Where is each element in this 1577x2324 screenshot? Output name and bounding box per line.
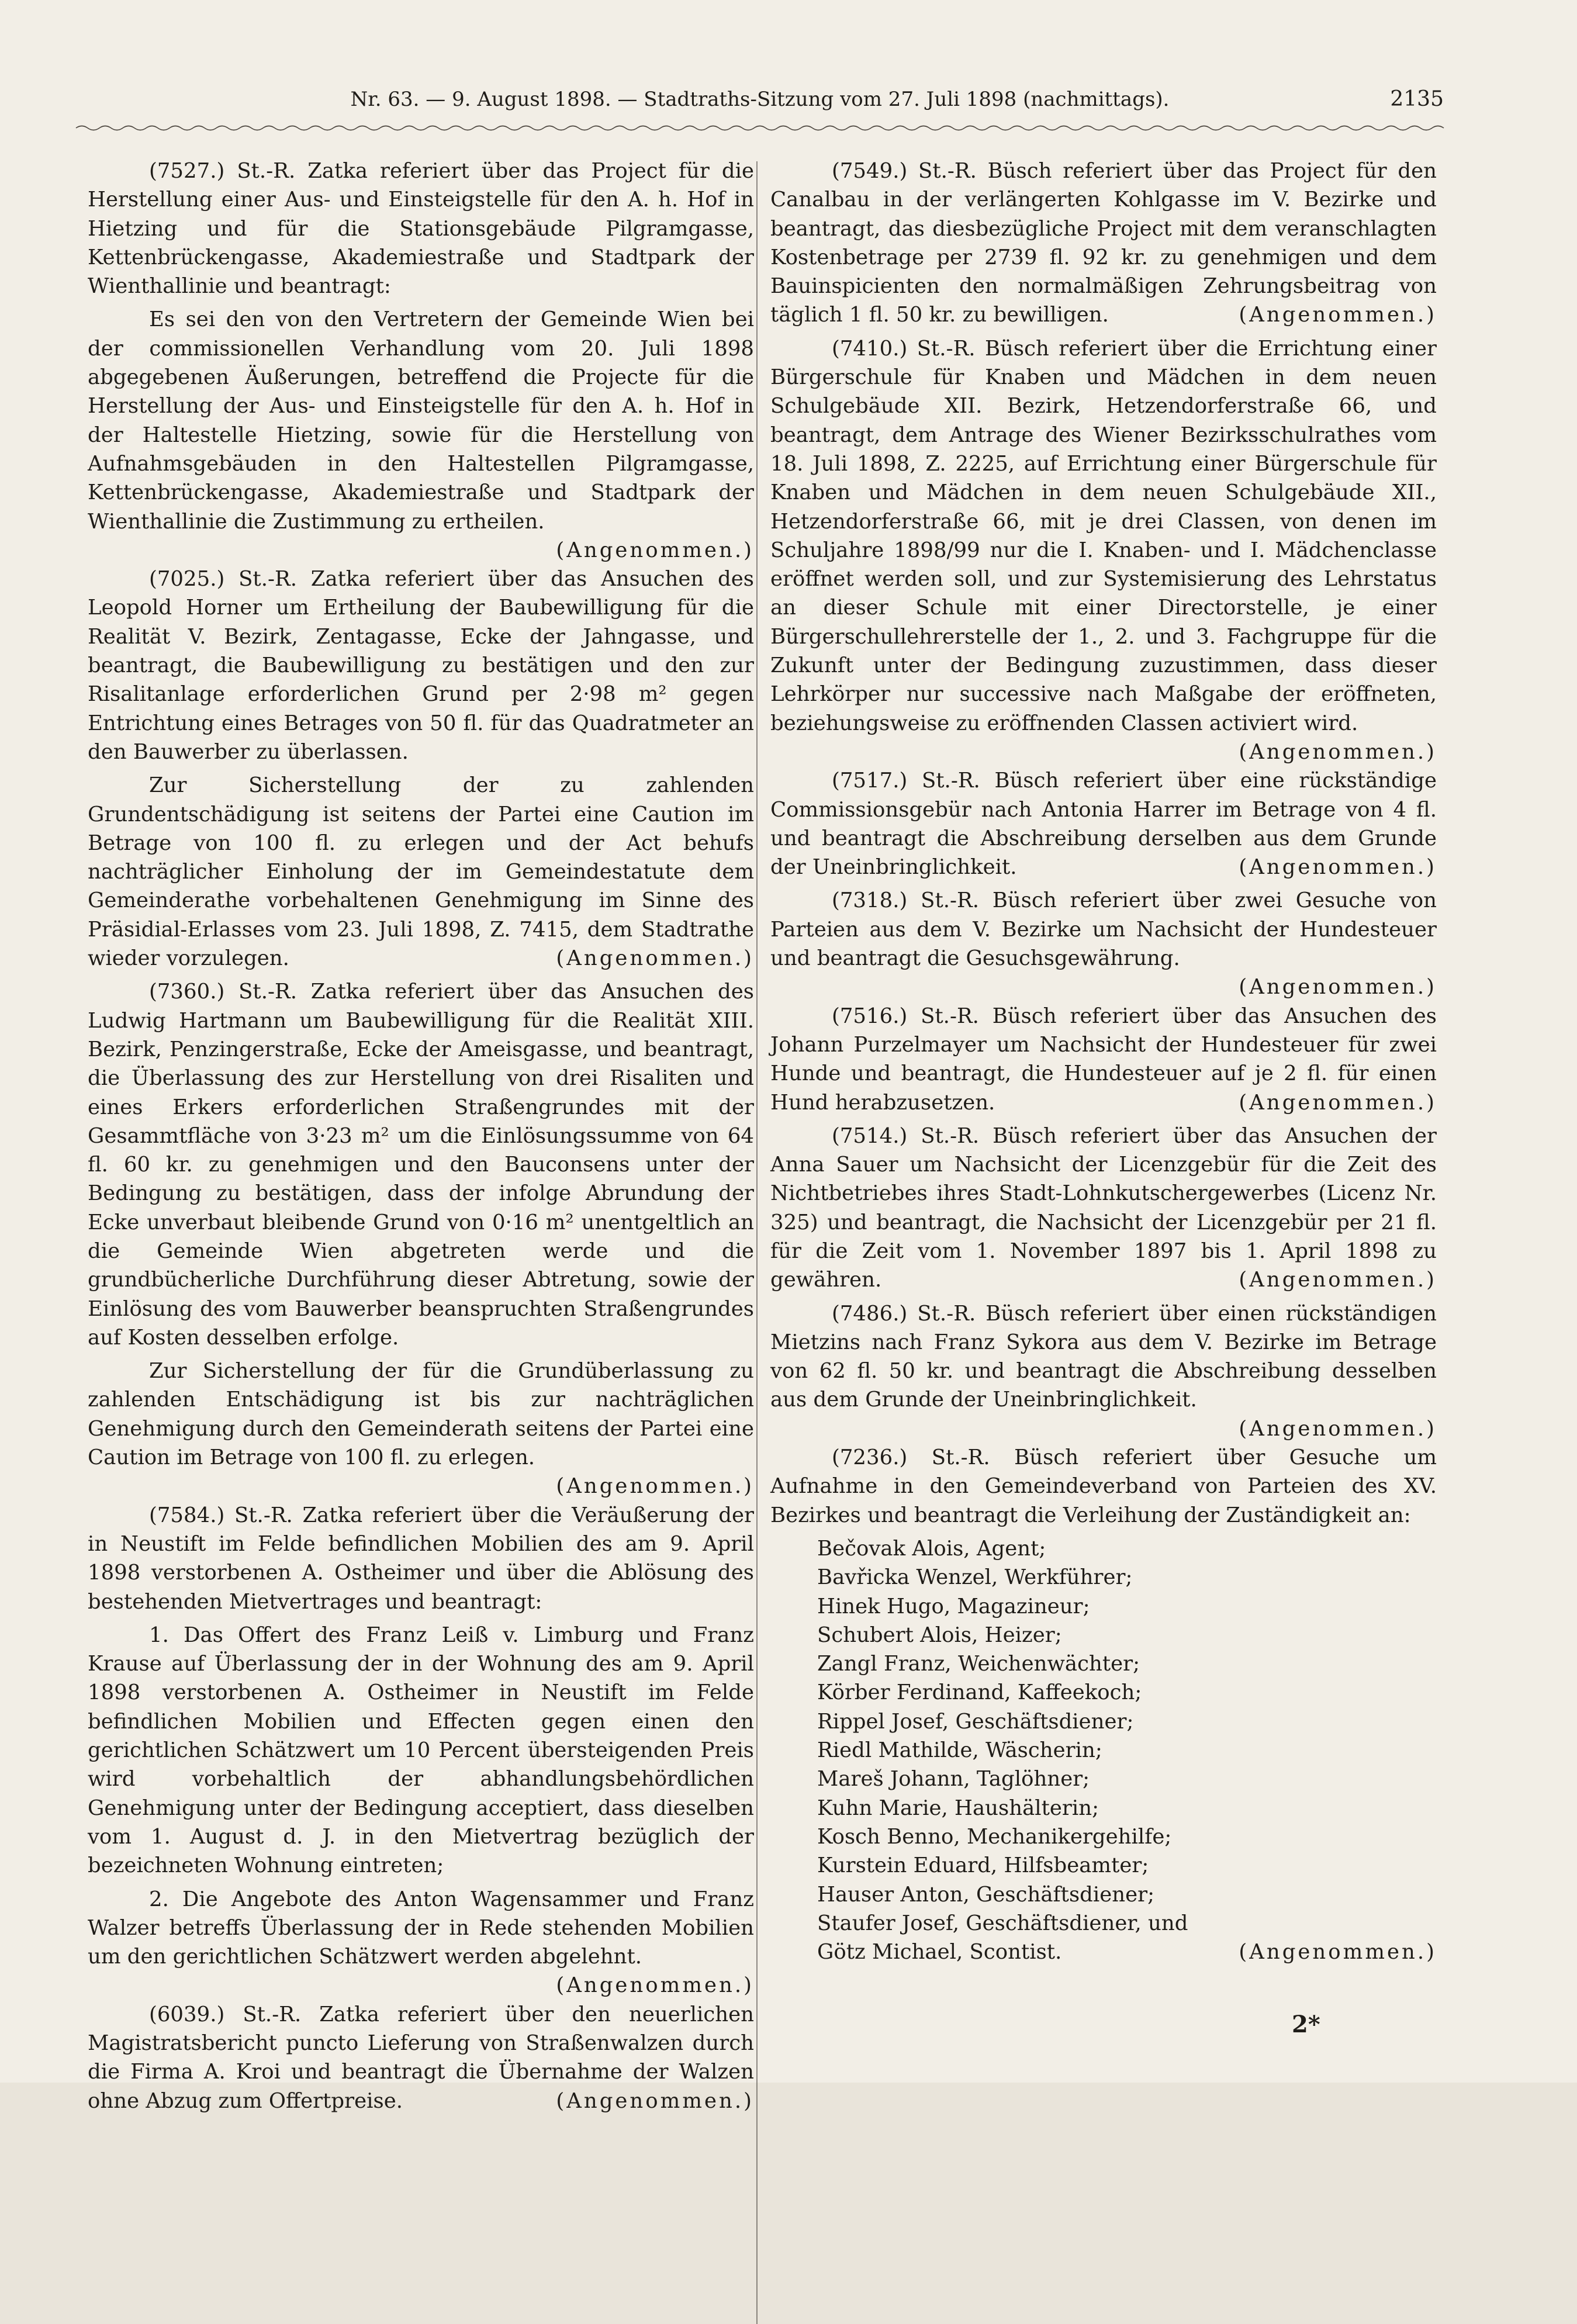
item-7514: (7514.) St.-R. Büsch referiert über das Ansuchen der Anna Sauer um Nachsicht der Licenzgebür für die Zeit des Nichtbetriebes ihres Stadt-Lohnkutschergewerbes (Licenz Nr. 325) und beantragt, die Nachsicht der Licenzgebür per 21 fl. für die Zeit vom 1. November 1897 bis 1. April 1898 zu gewähren. (Angenommen.)	[770, 1122, 1437, 1295]
item-7527: (7527.) St.-R. Zatka referiert über das Project für die Herstellung einer Aus- und Einsteigstelle für den A. h. Hof in Hietzing und für die Stationsgebäude Pilgramgasse, Kettenbrückengasse, Akademiestraße und Stadtpark der Wienthallinie und beantragt:	[88, 159, 754, 299]
item-7516: (7516.) St.-R. Büsch referiert über das Ansuchen des Johann Purzelmayer um Nachsicht der Hundesteuer für zwei Hunde und beantragt, die Hundesteuer auf je 2 fl. für einen Hund herabzusetzen. (Angenommen.)	[770, 1002, 1437, 1117]
item-7360-caution: Zur Sicherstellung der für die Grundüberlassung zu zahlenden Entschädigung ist bis zur nachträglichen Genehmigung durch den Gemeinderath seitens der Partei eine Caution im Betrage von 100 fl. zu erlegen. (Angenommen.)	[88, 1357, 754, 1472]
list-item: Mareš Johann, Taglöhner;	[817, 1767, 1090, 1792]
page-number: 2135	[1390, 87, 1444, 111]
signature-mark: 2*	[1292, 2011, 1320, 2038]
column-divider	[756, 161, 758, 2324]
item-7236: (7236.) St.-R. Büsch referiert über Gesuche um Aufnahme in den Gemeindeverband von Parteien des XV. Bezirkes und beantragt die Verleihung der Zuständigkeit an:	[770, 1445, 1437, 1527]
list-item: Riedl Mathilde, Wäscherin;	[817, 1738, 1102, 1763]
item-7025: (7025.) St.-R. Zatka referiert über das Ansuchen des Leopold Horner um Ertheilung der Baubewilligung für die Realität V. Bezirk, Zentagasse, Ecke der Jahngasse, und beantragt, die Baubewilligung zu bestätigen und den zur Risalitanlage erforderlichen Grund per 2·98 m² gegen Entrichtung eines Betrages von 50 fl. für das Quadratmeter an den Bauwerber zu überlassen.	[88, 567, 754, 764]
verdict: (Angenommen.)	[1239, 1268, 1437, 1292]
list-item: Bečovak Alois, Agent;	[817, 1536, 1046, 1561]
item-7517: (7517.) St.-R. Büsch referiert über eine rückständige Commissionsgebür nach Antonia Harrer im Betrage von 4 fl. und beantragt die Abschreibung derselben aus dem Grunde der Uneinbringlichkeit. (Angenommen.)	[770, 766, 1437, 881]
list-item: Hinek Hugo, Magazineur;	[817, 1594, 1090, 1618]
list-item: Kosch Benno, Mechanikergehilfe;	[817, 1824, 1172, 1849]
verdict: (Angenommen.)	[1239, 739, 1437, 764]
list-item: Körber Ferdinand, Kaffeekoch;	[817, 1680, 1142, 1705]
item-7584-point-2: 2. Die Angebote des Anton Wagensammer und Franz Walzer betreffs Überlassung der in Rede stehenden Mobilien um den gerichtlichen Schätzwert werden abgelehnt. (Angenommen.)	[88, 1885, 754, 1972]
verdict: (Angenommen.)	[1239, 975, 1437, 1000]
list-item: Götz Michael, Scontist. (Angenommen.)	[770, 1938, 1437, 1966]
list-item: Zangl Franz, Weichenwächter;	[817, 1652, 1140, 1676]
list-item: Kuhn Marie, Haushälterin;	[817, 1796, 1099, 1820]
item-7360: (7360.) St.-R. Zatka referiert über das Ansuchen des Ludwig Hartmann um Baubewilligung für die Realität XIII. Bezirk, Penzingerstraße, Ecke der Ameisgasse, und beantragt, die Überlassung des zur Herstellung von drei Risaliten und eines Erkers erforderlichen Straßengrundes mit der Gesammtfläche von 3·23 m² um die Einlösungssumme von 64 fl. 60 kr. zu genehmigen und den Bauconsens unter der Bedingung zu bestätigen, dass der infolge Abrundung der Ecke unverbaut bleibende Grund von 0·16 m² unentgeltlich an die Gemeinde Wien abgetreten werde und die grundbücherliche Durchführung dieser Abtretung, sowie der Einlösung des vom Bauwerber beanspruchten Straßengrundes auf Kosten desselben erfolge.	[88, 980, 754, 1350]
right-column	[770, 157, 1437, 1966]
item-7584: (7584.) St.-R. Zatka referiert über die Veräußerung der in Neustift im Felde befindlichen Mobilien des am 9. April 1898 verstorbenen A. Ostheimer und über die Ablösung des bestehenden Mietvertrages und beantragt:	[88, 1503, 754, 1614]
verdict: (Angenommen.)	[556, 1973, 754, 1998]
list-item: Staufer Josef, Geschäftsdiener, und	[817, 1911, 1188, 1935]
verdict: (Angenommen.)	[556, 2088, 754, 2113]
verdict: (Angenommen.)	[1239, 855, 1437, 880]
verdict: (Angenommen.)	[1239, 303, 1437, 327]
list-item: Kurstein Eduard, Hilfsbeamter;	[817, 1853, 1149, 1878]
verdict: (Angenommen.)	[556, 538, 754, 562]
verdict: (Angenommen.)	[1239, 1940, 1437, 1965]
verdict: (Angenommen.)	[556, 1474, 754, 1499]
header-rule	[76, 124, 1444, 132]
verdict: (Angenommen.)	[1239, 1090, 1437, 1115]
item-7527-motion: Es sei den von den Vertretern der Gemeinde Wien bei der commissionellen Verhandlung vom 20. Juli 1898 abgegebenen Äußerungen, betreffend die Projecte für die Herstellung der Aus- und Einsteigstelle für den A. h. Hof in der Haltestelle Hietzing, sowie für die Herstellung von Aufnahmsgebäuden in den Haltestellen Pilgramgasse, Kettenbrückengasse, Akademiestraße und Stadtpark der Wienthallinie die Zustimmung zu ertheilen. (Angenommen.)	[88, 305, 754, 535]
item-7549: (7549.) St.-R. Büsch referiert über das Project für den Canalbau in der verlängerten Kohlgasse im V. Bezirke und beantragt, das diesbezügliche Project mit dem veranschlagten Kostenbetrage per 2739 fl. 92 kr. zu genehmigen und dem Bauinspicienten den normalmäßigen Zehrungsbeitrag von täglich 1 fl. 50 kr. zu bewilligen. (Angenommen.)	[770, 157, 1437, 330]
list-item: Rippel Josef, Geschäftsdiener;	[817, 1709, 1134, 1734]
header-title: Nr. 63. — 9. August 1898. — Stadtraths-Sitzung vom 27. Juli 1898 (nachmittags).	[350, 88, 1170, 111]
item-7584-point-1: 1. Das Offert des Franz Leiß v. Limburg und Franz Krause auf Überlassung der in der Wohnung des am 9. April 1898 verstorbenen A. Ostheimer in Neustift im Felde befindlichen Mobilien und Effecten gegen einen den gerichtlichen Schätzwert um 10 Percent übersteigenden Preis wird vorbehaltlich der abhandlungsbehördlichen Genehmigung unter der Bedingung acceptiert, dass dieselben vom 1. August d. J. in den Mietvertrag bezüglich der bezeichneten Wohnung eintreten;	[88, 1623, 754, 1878]
name-list	[770, 1534, 1437, 1966]
item-7486: (7486.) St.-R. Büsch referiert über einen rückständigen Mietzins nach Franz Sykora aus dem V. Bezirke im Betrage von 62 fl. 50 kr. und beantragt die Abschreibung desselben aus dem Grunde der Uneinbringlichkeit. (Angenommen.)	[770, 1299, 1437, 1415]
verdict: (Angenommen.)	[556, 946, 754, 971]
list-item: Hauser Anton, Geschäftsdiener;	[817, 1882, 1155, 1907]
list-item: Schubert Alois, Heizer;	[817, 1623, 1062, 1647]
item-7410: (7410.) St.-R. Büsch referiert über die Errichtung einer Bürgerschule für Knaben und Mädchen in dem neuen Schulgebäude XII. Bezirk, Hetzendorferstraße 66, und beantragt, dem Antrage des Wiener Bezirksschulrathes vom 18. Juli 1898, Z. 2225, auf Errichtung einer Bürgerschule für Knaben und Mädchen in dem neuen Schulgebäude XII., Hetzendorferstraße 66, mit je drei Classen, von denen im Schuljahre 1898/99 nur die I. Knaben- und I. Mädchenclasse eröffnet werden soll, und zur Systemisierung des Lehrstatus an dieser Schule mit einer Directorstelle, je einer Bürgerschullehrerstelle der 1., 2. und 3. Fachgruppe für die Zukunft unter der Bedingung zuzustimmen, dass dieser Lehrkörper nur successive nach Maßgabe der eröffneten, beziehungsweise zu eröffnenden Classen activiert wird. (Angenommen.)	[770, 334, 1437, 738]
item-7025-caution: Zur Sicherstellung der zu zahlenden Grundentschädigung ist seitens der Partei eine Caution im Betrage von 100 fl. zu erlegen und der Act behufs nachträglicher Einholung der im Gemeindestatute dem Gemeinderathe vorbehaltenen Genehmigung im Sinne des Präsidial-Erlasses vom 23. Juli 1898, Z. 7415, dem Stadtrathe wieder vorzulegen. (Angenommen.)	[88, 771, 754, 973]
running-header	[76, 83, 1444, 116]
item-7318: (7318.) St.-R. Büsch referiert über zwei Gesuche von Parteien aus dem V. Bezirke um Nachsicht der Hundesteuer und beantragt die Gesuchsgewährung. (Angenommen.)	[770, 886, 1437, 973]
verdict: (Angenommen.)	[1239, 1416, 1437, 1441]
item-6039: (6039.) St.-R. Zatka referiert über den neuerlichen Magistratsbericht puncto Lieferung von Straßenwalzen durch die Firma A. Kroi und beantragt die Übernahme der Walzen ohne Abzug zum Offertpreise. (Angenommen.)	[88, 2000, 754, 2115]
list-item: Bavřicka Wenzel, Werkführer;	[817, 1565, 1133, 1590]
left-column	[88, 157, 754, 2120]
